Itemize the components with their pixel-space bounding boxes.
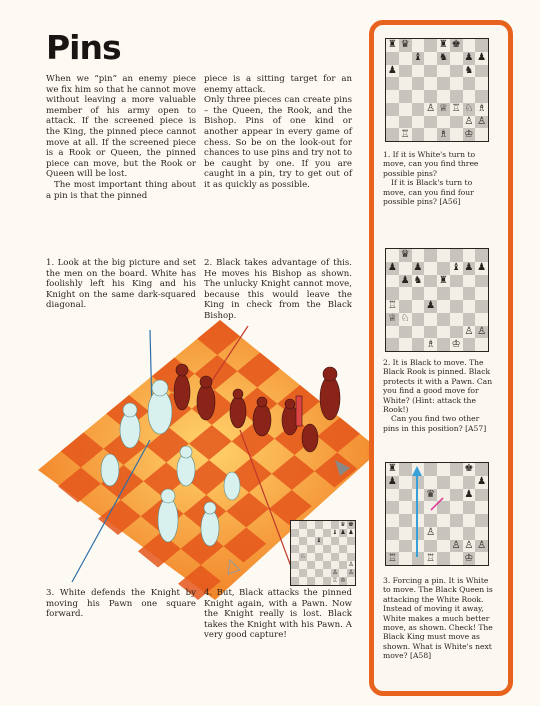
board-square bbox=[386, 65, 399, 78]
board-square bbox=[424, 249, 437, 262]
board-square bbox=[386, 300, 399, 313]
board-square bbox=[331, 577, 339, 585]
chess-piece-icon: ♟ bbox=[477, 262, 487, 274]
board-square bbox=[424, 313, 437, 326]
board-square bbox=[437, 338, 450, 351]
board-square bbox=[339, 561, 347, 569]
board-square bbox=[307, 553, 315, 561]
intro-paragraph-1: When we “pin” an enemy piece we fix him so that he cannot move without leaving a more valuable member of his army open to attack. If the screened piece is the King, the pinned piece cannot move at all. If the screened piece is a Rook or Queen, the pinned piece can move, but the Rook or Queen will be lost. bbox=[46, 74, 196, 180]
board-square bbox=[291, 529, 299, 537]
chess-piece-icon: ♛ bbox=[400, 249, 410, 261]
board-square bbox=[412, 300, 425, 313]
puzzle-2-caption bbox=[383, 358, 495, 433]
board-square bbox=[315, 545, 323, 553]
chess-piece-icon: ♙ bbox=[477, 539, 487, 551]
chess-piece-icon: ♜ bbox=[438, 39, 448, 51]
board-square bbox=[475, 116, 488, 129]
board-square bbox=[399, 128, 412, 141]
board-square bbox=[386, 39, 399, 52]
step-2-caption: 2. Black takes advantage of this. He moves his Bishop as shown. The unlucky Knight cannot move, because this would leave the King in check from the Black Bishop. bbox=[204, 258, 352, 321]
board-square bbox=[307, 529, 315, 537]
chess-piece-icon: ♛ bbox=[426, 488, 436, 500]
chess-piece-icon: ♖ bbox=[332, 577, 338, 584]
board-square bbox=[424, 300, 437, 313]
board-square bbox=[463, 313, 476, 326]
puzzle-2-board bbox=[385, 248, 489, 352]
board-square bbox=[424, 128, 437, 141]
chess-piece-icon: ♟ bbox=[387, 64, 397, 76]
chess-piece-icon: ♙ bbox=[426, 103, 436, 115]
board-square bbox=[463, 262, 476, 275]
chess-piece-icon: ♚ bbox=[464, 463, 474, 475]
board-square bbox=[475, 300, 488, 313]
board-square bbox=[475, 103, 488, 116]
board-square bbox=[339, 521, 347, 529]
board-square bbox=[437, 65, 450, 78]
intro-column-2 bbox=[204, 74, 352, 191]
board-square bbox=[475, 249, 488, 262]
board-square bbox=[463, 116, 476, 129]
board-square bbox=[437, 77, 450, 90]
board-square bbox=[399, 39, 412, 52]
puzzle-1-caption bbox=[383, 150, 495, 206]
board-square bbox=[424, 116, 437, 129]
board-square bbox=[315, 529, 323, 537]
chess-piece-icon: ♟ bbox=[400, 274, 410, 286]
board-square bbox=[475, 90, 488, 103]
board-square bbox=[323, 561, 331, 569]
chess-piece-icon: ♟ bbox=[387, 476, 397, 488]
board-square bbox=[315, 577, 323, 585]
board-square bbox=[399, 313, 412, 326]
board-square bbox=[307, 569, 315, 577]
board-square bbox=[331, 553, 339, 561]
step-1-caption: 1. Look at the big picture and set the men on the board. White has foolishly left his King and his Knight on the same dark-squared diagonal. bbox=[46, 258, 196, 311]
chess-piece-icon: ♝ bbox=[413, 52, 423, 64]
chess-piece-icon: ♘ bbox=[400, 313, 410, 325]
board-square bbox=[463, 326, 476, 339]
board-square bbox=[424, 103, 437, 116]
chess-piece-icon: ♙ bbox=[477, 325, 487, 337]
board-square bbox=[450, 262, 463, 275]
chess-piece-icon: ♙ bbox=[348, 561, 354, 568]
board-square bbox=[437, 275, 450, 288]
board-square bbox=[347, 553, 355, 561]
chess-piece-icon: ♟ bbox=[340, 529, 346, 536]
board-square bbox=[450, 39, 463, 52]
board-square bbox=[450, 77, 463, 90]
chess-piece-icon: ♞ bbox=[413, 274, 423, 286]
board-square bbox=[291, 521, 299, 529]
board-square bbox=[412, 326, 425, 339]
board-square bbox=[463, 103, 476, 116]
board-square bbox=[347, 529, 355, 537]
board-square bbox=[339, 545, 347, 553]
board-square bbox=[424, 65, 437, 78]
board-square bbox=[412, 287, 425, 300]
chess-piece-icon: ♔ bbox=[464, 552, 474, 564]
board-square bbox=[437, 262, 450, 275]
board-square bbox=[424, 326, 437, 339]
chess-piece-icon: ♛ bbox=[340, 521, 346, 528]
chess-piece-icon: ♝ bbox=[332, 529, 338, 536]
board-square bbox=[424, 262, 437, 275]
chess-piece-icon: ♔ bbox=[340, 577, 346, 584]
intro-paragraph-2: The most important thing about a pin is that the pinned bbox=[46, 179, 196, 201]
chess-piece-icon: ♙ bbox=[464, 539, 474, 551]
board-square bbox=[323, 521, 331, 529]
chess-piece-icon: ♟ bbox=[348, 529, 354, 536]
board-square bbox=[331, 569, 339, 577]
board-square bbox=[339, 537, 347, 545]
board-square bbox=[437, 52, 450, 65]
board-square bbox=[386, 128, 399, 141]
chess-piece-icon: ♙ bbox=[464, 115, 474, 127]
chess-piece-icon: ♞ bbox=[464, 64, 474, 76]
board-square bbox=[475, 77, 488, 90]
board-square bbox=[347, 577, 355, 585]
chess-piece-icon: ♟ bbox=[387, 262, 397, 274]
board-square bbox=[323, 529, 331, 537]
board-square bbox=[399, 262, 412, 275]
board-square bbox=[291, 553, 299, 561]
board-square bbox=[291, 545, 299, 553]
board-square bbox=[424, 287, 437, 300]
board-square bbox=[437, 103, 450, 116]
step-3-caption: 3. White defends the Knight by moving his Pawn one square forward. bbox=[46, 588, 196, 620]
chess-piece-icon: ♖ bbox=[400, 128, 410, 140]
board-square bbox=[475, 326, 488, 339]
board-square bbox=[315, 521, 323, 529]
chess-piece-icon: ♔ bbox=[451, 338, 461, 350]
board-square bbox=[331, 537, 339, 545]
board-square bbox=[323, 569, 331, 577]
board-square bbox=[475, 128, 488, 141]
board-square bbox=[291, 569, 299, 577]
chess-piece-icon: ♜ bbox=[387, 463, 397, 475]
board-square bbox=[307, 521, 315, 529]
chess-piece-icon: ♙ bbox=[464, 325, 474, 337]
board-square bbox=[475, 287, 488, 300]
board-square bbox=[412, 128, 425, 141]
board-square bbox=[323, 537, 331, 545]
board-square bbox=[412, 103, 425, 116]
board-square bbox=[307, 561, 315, 569]
board-square bbox=[399, 249, 412, 262]
board-square bbox=[339, 569, 347, 577]
board-square bbox=[315, 569, 323, 577]
board-square bbox=[307, 537, 315, 545]
board-square bbox=[424, 338, 437, 351]
board-square bbox=[424, 52, 437, 65]
intro-paragraph-3: piece is a sitting target for an enemy attack. bbox=[204, 74, 352, 95]
board-square bbox=[450, 52, 463, 65]
board-square bbox=[412, 65, 425, 78]
board-square bbox=[437, 39, 450, 52]
board-square bbox=[323, 545, 331, 553]
board-square bbox=[331, 521, 339, 529]
board-square bbox=[463, 338, 476, 351]
move-arrow-up-head bbox=[412, 466, 422, 476]
board-square bbox=[291, 537, 299, 545]
board-square bbox=[386, 326, 399, 339]
chess-piece-icon: ♙ bbox=[451, 539, 461, 551]
board-square bbox=[437, 90, 450, 103]
board-square bbox=[437, 300, 450, 313]
board-square bbox=[463, 287, 476, 300]
chess-piece-icon: ♞ bbox=[438, 52, 448, 64]
board-square bbox=[450, 287, 463, 300]
board-square bbox=[399, 275, 412, 288]
board-square bbox=[437, 128, 450, 141]
board-square bbox=[399, 326, 412, 339]
board-square bbox=[347, 561, 355, 569]
puzzle-1-board bbox=[385, 38, 489, 142]
chess-piece-icon: ♔ bbox=[464, 128, 474, 140]
chess-piece-icon: ♟ bbox=[477, 476, 487, 488]
chess-piece-icon: ♜ bbox=[438, 274, 448, 286]
board-square bbox=[450, 300, 463, 313]
board-square bbox=[331, 529, 339, 537]
board-square bbox=[399, 287, 412, 300]
board-square bbox=[450, 103, 463, 116]
chess-piece-icon: ♙ bbox=[348, 569, 354, 576]
board-square bbox=[475, 262, 488, 275]
board-square bbox=[437, 249, 450, 262]
board-square bbox=[315, 553, 323, 561]
board-square bbox=[331, 561, 339, 569]
board-square bbox=[424, 39, 437, 52]
board-square bbox=[450, 116, 463, 129]
board-square bbox=[347, 569, 355, 577]
board-square bbox=[450, 128, 463, 141]
chess-piece-icon: ♖ bbox=[426, 552, 436, 564]
board-square bbox=[463, 65, 476, 78]
board-square bbox=[412, 249, 425, 262]
board-square bbox=[386, 52, 399, 65]
board-square bbox=[412, 262, 425, 275]
board-square bbox=[437, 287, 450, 300]
inset-diagram-board bbox=[290, 520, 356, 586]
board-square bbox=[386, 313, 399, 326]
board-square bbox=[463, 39, 476, 52]
board-square bbox=[399, 116, 412, 129]
puzzle-3-arrows bbox=[385, 462, 490, 567]
board-square bbox=[339, 529, 347, 537]
board-square bbox=[339, 553, 347, 561]
chess-piece-icon: ♖ bbox=[451, 103, 461, 115]
board-square bbox=[315, 561, 323, 569]
board-square bbox=[386, 249, 399, 262]
puzzle-1-question-a: 1. If it is White's turn to move, can you find three possible pins? bbox=[383, 150, 479, 178]
board-square bbox=[299, 537, 307, 545]
board-square bbox=[291, 561, 299, 569]
board-square bbox=[450, 275, 463, 288]
board-square bbox=[437, 116, 450, 129]
board-square bbox=[315, 537, 323, 545]
chess-piece-icon: ♝ bbox=[316, 537, 322, 544]
board-square bbox=[424, 90, 437, 103]
chess-piece-icon: ♟ bbox=[464, 488, 474, 500]
chess-piece-icon: ♕ bbox=[387, 313, 397, 325]
chess-piece-icon: ♖ bbox=[387, 552, 397, 564]
board-square bbox=[450, 313, 463, 326]
board-square bbox=[299, 521, 307, 529]
puzzle-3-question: 3. Forcing a pin. It is White to move. The Black Queen is attacking the White Rook. Instead of moving it away, White makes a much better move, as shown. Check! The Black King must move as shown. What is White's next move? [A58] bbox=[383, 576, 493, 661]
chess-piece-icon: ♜ bbox=[387, 39, 397, 51]
chess-piece-icon: ♟ bbox=[426, 300, 436, 312]
chess-piece-icon: ♙ bbox=[426, 527, 436, 539]
board-square bbox=[450, 249, 463, 262]
board-square bbox=[339, 577, 347, 585]
board-square bbox=[347, 545, 355, 553]
board-square bbox=[463, 300, 476, 313]
board-square bbox=[412, 313, 425, 326]
board-square bbox=[437, 326, 450, 339]
board-square bbox=[475, 52, 488, 65]
chess-piece-icon: ♟ bbox=[477, 52, 487, 64]
board-square bbox=[386, 275, 399, 288]
board-square bbox=[347, 521, 355, 529]
chess-piece-icon: ♟ bbox=[464, 52, 474, 64]
chess-piece-icon: ♟ bbox=[413, 262, 423, 274]
chess-piece-icon: ♚ bbox=[348, 521, 354, 528]
chess-piece-icon: ♖ bbox=[387, 300, 397, 312]
board-square bbox=[347, 537, 355, 545]
chess-piece-icon: ♙ bbox=[477, 115, 487, 127]
intro-paragraph-4: Only three pieces can create pins – the Queen, the Rook, and the Bishop. Pins of one kind or another appear in every game of chess. So be on the look-out for chances to use pins and try not to be caught by one. If you are caught in a pin, try to get out of it as quickly as possible. bbox=[204, 95, 352, 190]
board-square bbox=[299, 529, 307, 537]
board-square bbox=[323, 577, 331, 585]
board-square bbox=[307, 577, 315, 585]
page-title: Pins bbox=[46, 28, 121, 67]
board-square bbox=[291, 577, 299, 585]
board-square bbox=[424, 77, 437, 90]
board-square bbox=[475, 65, 488, 78]
chess-piece-icon: ♗ bbox=[477, 103, 487, 115]
puzzle-2-question-b: Can you find two other pins in this position? [A57] bbox=[383, 414, 487, 433]
board-square bbox=[299, 561, 307, 569]
board-square bbox=[399, 52, 412, 65]
chess-piece-icon: ♗ bbox=[426, 338, 436, 350]
board-square bbox=[399, 77, 412, 90]
puzzle-2-question-a: 2. It is Black to move. The Black Rook is pinned. Black protects it with a Pawn. Can you find a good move for White? (Hint: attack the Rook!) bbox=[383, 358, 493, 415]
intro-column-1 bbox=[46, 74, 196, 201]
board-square bbox=[386, 103, 399, 116]
chess-piece-icon: ♘ bbox=[464, 103, 474, 115]
chess-piece-icon: ♘ bbox=[300, 553, 306, 560]
step-4-caption: 4. But, Black attacks the pinned Knight again, with a Pawn. Now the Knight really is lost. Black takes the Knight with his Pawn. A very good capture! bbox=[204, 588, 352, 641]
board-square bbox=[475, 338, 488, 351]
board-square bbox=[463, 128, 476, 141]
board-square bbox=[299, 577, 307, 585]
board-square bbox=[412, 77, 425, 90]
board-square bbox=[463, 275, 476, 288]
chess-piece-icon: ♕ bbox=[438, 103, 448, 115]
board-square bbox=[412, 116, 425, 129]
puzzle-3-caption bbox=[383, 576, 495, 661]
board-square bbox=[399, 90, 412, 103]
board-square bbox=[450, 90, 463, 103]
board-square bbox=[450, 338, 463, 351]
board-square bbox=[463, 90, 476, 103]
board-square bbox=[386, 338, 399, 351]
puzzle-1-question-b: If it is Black's turn to move, can you find four possible pins? [A56] bbox=[383, 178, 474, 207]
board-square bbox=[463, 52, 476, 65]
board-square bbox=[463, 249, 476, 262]
board-square bbox=[475, 275, 488, 288]
board-square bbox=[412, 52, 425, 65]
board-square bbox=[399, 103, 412, 116]
board-square bbox=[437, 313, 450, 326]
board-square bbox=[299, 569, 307, 577]
chess-piece-icon: ♗ bbox=[438, 128, 448, 140]
board-square bbox=[331, 545, 339, 553]
board-square bbox=[399, 300, 412, 313]
board-square bbox=[450, 65, 463, 78]
board-square bbox=[424, 275, 437, 288]
board-square bbox=[386, 77, 399, 90]
chess-piece-icon: ♙ bbox=[332, 569, 338, 576]
chess-piece-icon: ♚ bbox=[451, 39, 461, 51]
board-square bbox=[307, 545, 315, 553]
chess-piece-icon: ♛ bbox=[400, 39, 410, 51]
board-square bbox=[386, 287, 399, 300]
board-square bbox=[412, 90, 425, 103]
board-square bbox=[299, 553, 307, 561]
board-square bbox=[399, 338, 412, 351]
board-square bbox=[386, 90, 399, 103]
chess-piece-icon: ♟ bbox=[464, 262, 474, 274]
board-square bbox=[386, 262, 399, 275]
chess-piece-icon: ♝ bbox=[451, 262, 461, 274]
board-square bbox=[323, 553, 331, 561]
board-square bbox=[475, 313, 488, 326]
board-square bbox=[463, 77, 476, 90]
move-arrow-diag bbox=[431, 498, 443, 510]
board-square bbox=[412, 275, 425, 288]
board-square bbox=[450, 326, 463, 339]
board-square bbox=[399, 65, 412, 78]
board-square bbox=[412, 338, 425, 351]
board-square bbox=[386, 116, 399, 129]
board-square bbox=[475, 39, 488, 52]
board-square bbox=[412, 39, 425, 52]
board-square bbox=[299, 545, 307, 553]
